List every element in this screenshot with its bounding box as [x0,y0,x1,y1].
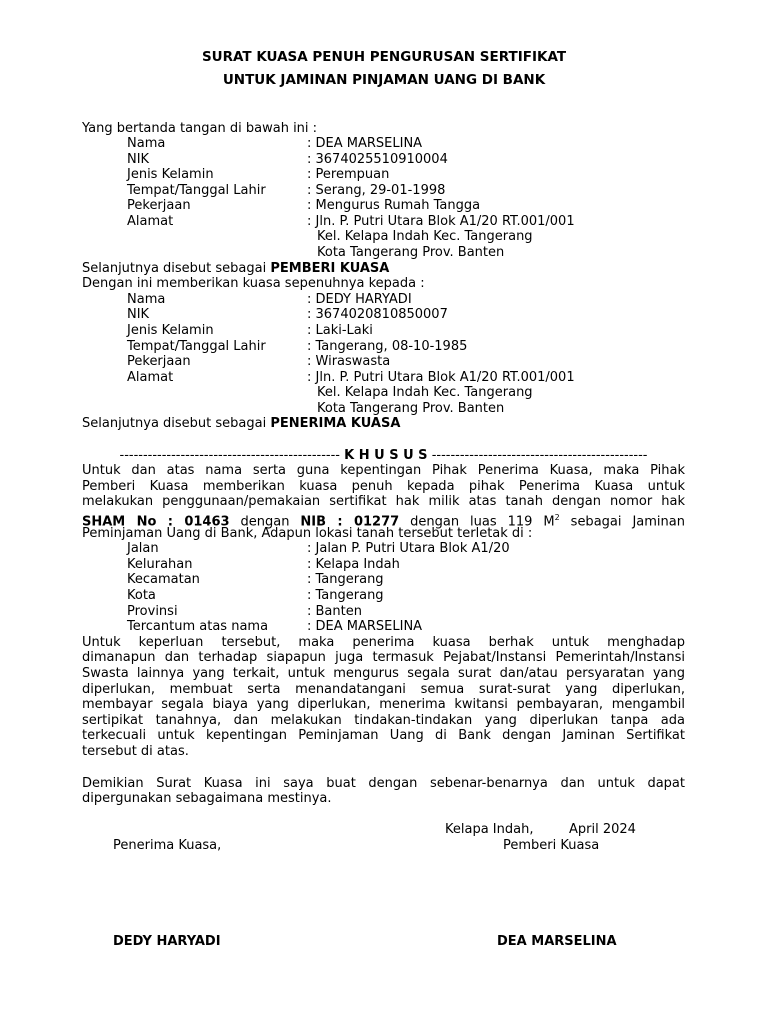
para1-dengan: dengan [229,514,301,530]
location-label-owner: Tercantum atas nama [127,619,269,634]
receiver-designation [82,416,400,431]
giver-value-nik: : 3674025510910004 [307,152,448,167]
giver-signature-name: DEA MARSELINA [497,934,617,949]
location-label-kecamatan: Kecamatan [127,572,200,587]
document-title-line1: SURAT KUASA PENUH PENGURUSAN SERTIFIKAT [201,49,567,65]
area-superscript: 2 [554,513,560,522]
receiver-label-birth: Tempat/Tanggal Lahir [127,339,266,354]
receiver-value-birth: : Tangerang, 08-10-1985 [307,339,468,354]
receiver-label-address: Alamat [127,370,174,385]
para2-line1: Untuk keperluan tersebut, maka penerima kuasa berhak untuk menghadap [82,635,685,650]
receiver-value-address: : Jln. P. Putri Utara Blok A1/20 RT.001/001 [307,370,575,385]
giver-label-address: Alamat [127,214,174,229]
giver-label-birth: Tempat/Tanggal Lahir [127,183,266,198]
giver-label-gender: Jenis Kelamin [127,167,214,182]
location-label-kota: Kota [127,588,156,603]
giver-label-job: Pekerjaan [127,198,191,213]
giver-value-address: : Jln. P. Putri Utara Blok A1/20 RT.001/001 [307,214,575,229]
para2-line2: dimanapun dan terhadap siapapun juga termasuk Pejabat/Instansi Pemerintah/Instansi [82,650,685,665]
location-value-kota: : Tangerang [307,588,384,603]
para1-line2: Pemberi Kuasa memberikan kuasa penuh kepada pihak Penerima Kuasa untuk [82,479,685,494]
transfer-intro: Dengan ini memberikan kuasa sepenuhnya kepada : [82,276,425,291]
para2-line3: Swasta lainnya yang terkait, untuk mengurus segala surat dan/atau persyaratan yang [82,666,685,681]
date-text: April 2024 [569,822,636,837]
receiver-signature-label: Penerima Kuasa, [113,838,222,853]
location-value-provinsi: : Banten [307,604,362,619]
khusus-heading: K H U S U S [344,448,428,463]
giver-value-birth: : Serang, 29-01-1998 [307,183,446,198]
receiver-address-cont1: Kel. Kelapa Indah Kec. Tangerang [317,385,533,400]
para1-line5: Peminjaman Uang di Bank, Adapun lokasi tanah tersebut terletak di : [82,526,533,541]
giver-address-cont2: Kota Tangerang Prov. Banten [317,245,505,260]
receiver-address-cont2: Kota Tangerang Prov. Banten [317,401,505,416]
receiver-label-job: Pekerjaan [127,354,191,369]
location-value-kelurahan: : Kelapa Indah [307,557,400,572]
para1-after: sebagai Jaminan [559,514,685,530]
receiver-signature-name: DEDY HARYADI [113,934,221,949]
khusus-divider [82,448,685,463]
location-label-provinsi: Provinsi [127,604,178,619]
para2-line6: sertipikat tanahnya, dan melakukan tindakan-tindakan yang diperlukan tanpa ada [82,713,685,728]
giver-designation-role: PEMBERI KUASA [270,261,390,276]
document-title-line2: UNTUK JAMINAN PINJAMAN UANG DI BANK [222,72,546,88]
khusus-dashes-right: ---------------------------------------------- [431,448,648,463]
para1-line1: Untuk dan atas nama serta guna kepentingan Pihak Penerima Kuasa, maka Pihak [82,463,685,478]
giver-signature-label: Pemberi Kuasa [503,838,600,853]
receiver-value-job: : Wiraswasta [307,354,391,369]
closing-line2: dipergunakan sebagaimana mestinya. [82,791,332,806]
giver-label-nik: NIK [127,152,150,167]
para1-line3: melakukan penggunaan/pemakaian sertifikat hak milik atas tanah dengan nomor hak [82,494,685,509]
sham-number: SHAM No : 01463 [82,514,230,530]
giver-value-name: : DEA MARSELINA [307,136,423,151]
closing-line1: Demikian Surat Kuasa ini saya buat dengan sebenar-benarnya dan untuk dapat [82,776,685,791]
para2-line5: membayar segala biaya yang diperlukan, menerima kwitansi pembayaran, mengambil [82,697,685,712]
place-text: Kelapa Indah, [445,822,534,837]
giver-label-name: Nama [127,136,166,151]
receiver-designation-prefix: Selanjutnya disebut sebagai [82,416,271,431]
para2-line4: diperlukan, membuat serta menandatangani semua surat-surat yang diperlukan, [82,682,685,697]
khusus-dashes-left: ----------------------------------------------- [119,448,340,463]
para1-luas: dengan luas 119 M [399,514,555,530]
giver-value-job: : Mengurus Rumah Tangga [307,198,481,213]
location-label-kelurahan: Kelurahan [127,557,193,572]
para2-line8: tersebut di atas. [82,744,189,759]
para2-line7: terkecuali untuk kepentingan Peminjaman Uang di Bank dengan Jaminan Sertifikat [82,728,685,743]
receiver-label-gender: Jenis Kelamin [127,323,214,338]
giver-designation-prefix: Selanjutnya disebut sebagai [82,261,271,276]
location-value-owner: : DEA MARSELINA [307,619,423,634]
location-value-kecamatan: : Tangerang [307,572,384,587]
location-value-jalan: : Jalan P. Putri Utara Blok A1/20 [307,541,510,556]
receiver-value-nik: : 3674020810850007 [307,307,448,322]
intro-text: Yang bertanda tangan di bawah ini : [82,121,318,136]
receiver-value-gender: : Laki-Laki [307,323,373,338]
receiver-value-name: : DEDY HARYADI [307,292,412,307]
receiver-label-name: Nama [127,292,166,307]
location-label-jalan: Jalan [127,541,159,556]
giver-designation [82,261,389,276]
giver-value-gender: : Perempuan [307,167,390,182]
giver-address-cont1: Kel. Kelapa Indah Kec. Tangerang [317,229,533,244]
receiver-label-nik: NIK [127,307,150,322]
nib-number: NIB : 01277 [300,514,400,530]
receiver-designation-role: PENERIMA KUASA [270,416,401,431]
